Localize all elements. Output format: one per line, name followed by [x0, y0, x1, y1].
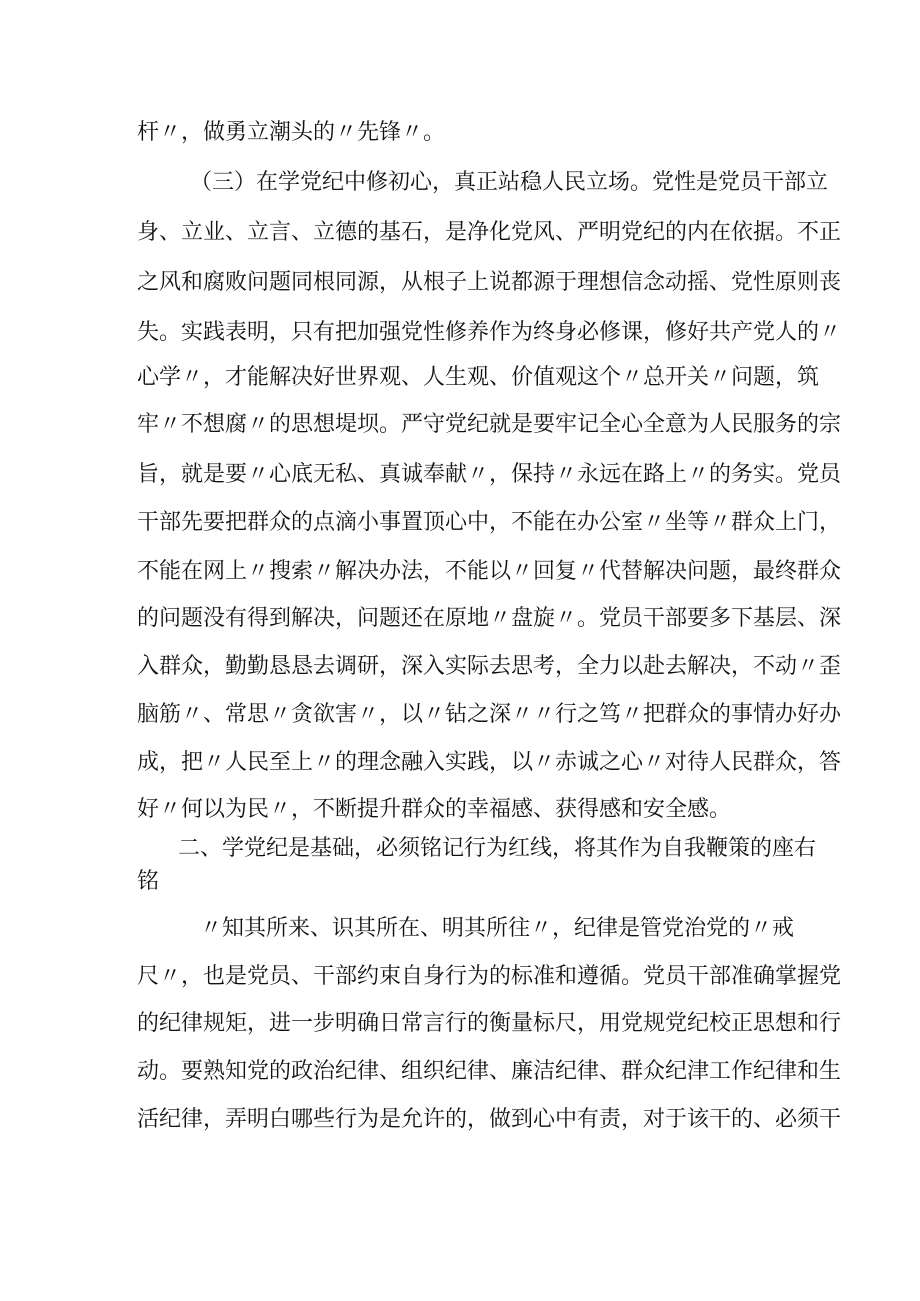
- text-line: 成，把〃人民至上〃的理念融入实践，以〃赤诚之心〃对待人民群众，答: [137, 750, 842, 775]
- text-line: 旨，就是要〃心底无私、真诚奉献〃，保持〃永远在路上〃的务实。党员: [137, 462, 842, 487]
- text-line: （三）在学党纪中修初心，真正站稳人民立场。党性是党员干部立: [190, 170, 829, 195]
- section-heading-cont: 铭: [137, 869, 160, 894]
- text-line: 杆〃，做勇立潮头的〃先锋〃。: [137, 120, 446, 145]
- text-line: 〃知其所来、识其所在、明其所往〃，纪律是管党治党的〃戒: [200, 916, 795, 941]
- text-line: 牢〃不想腐〃的思想堤坝。严守党纪就是要牢记全心全意为人民服务的宗: [137, 412, 842, 437]
- text-line: 之风和腐败问题同根同源，从根子上说都源于理想信念动摇、党性原则丧: [137, 270, 842, 295]
- text-line: 心学〃，才能解决好世界观、人生观、价值观这个〃总开关〃问题，筑: [137, 365, 820, 390]
- text-line: 不能在网上〃搜索〃解决办法，不能以〃回复〃代替解决问题，最终群众: [137, 559, 842, 584]
- section-heading: 二、学党纪是基础，必须铭记行为红线，将其作为自我鞭策的座右: [178, 836, 817, 861]
- text-line: 尺〃，也是党员、干部约束自身行为的标准和遵循。党员干部准确掌握党: [137, 964, 842, 989]
- text-line: 活纪律，弄明白哪些行为是允许的，做到心中有责，对于该干的、必须干: [137, 1107, 842, 1132]
- text-line: 入群众，勤勤恳恳去调研，深入实际去思考，全力以赴去解决，不动〃歪: [137, 654, 842, 679]
- text-line: 好〃何以为民〃，不断提升群众的幸福感、获得感和安全感。: [137, 797, 732, 822]
- text-line: 动。要熟知党的政治纪律、组织纪律、廉洁纪律、群众纪津工作纪律和生: [137, 1059, 842, 1084]
- text-line: 的问题没有得到解决，问题还在原地〃盘旋〃。党员干部要多下基层、深: [137, 606, 842, 631]
- text-line: 身、立业、立言、立德的基石，是净化党风、严明党纪的内在依据。不正: [137, 220, 842, 245]
- text-line: 脑筋〃、常思〃贪欲害〃，以〃钻之深〃〃行之笃〃把群众的事情办好办: [137, 702, 842, 727]
- text-line: 的纪律规矩，进一步明确日常言行的衡量标尺，用党规党纪校正思想和行: [137, 1011, 842, 1036]
- text-line: 失。实践表明，只有把加强党性修养作为终身必修课，修好共产党人的〃: [137, 320, 842, 345]
- text-line: 干部先要把群众的点滴小事置顶心中，不能在办公室〃坐等〃群众上门，: [137, 510, 842, 535]
